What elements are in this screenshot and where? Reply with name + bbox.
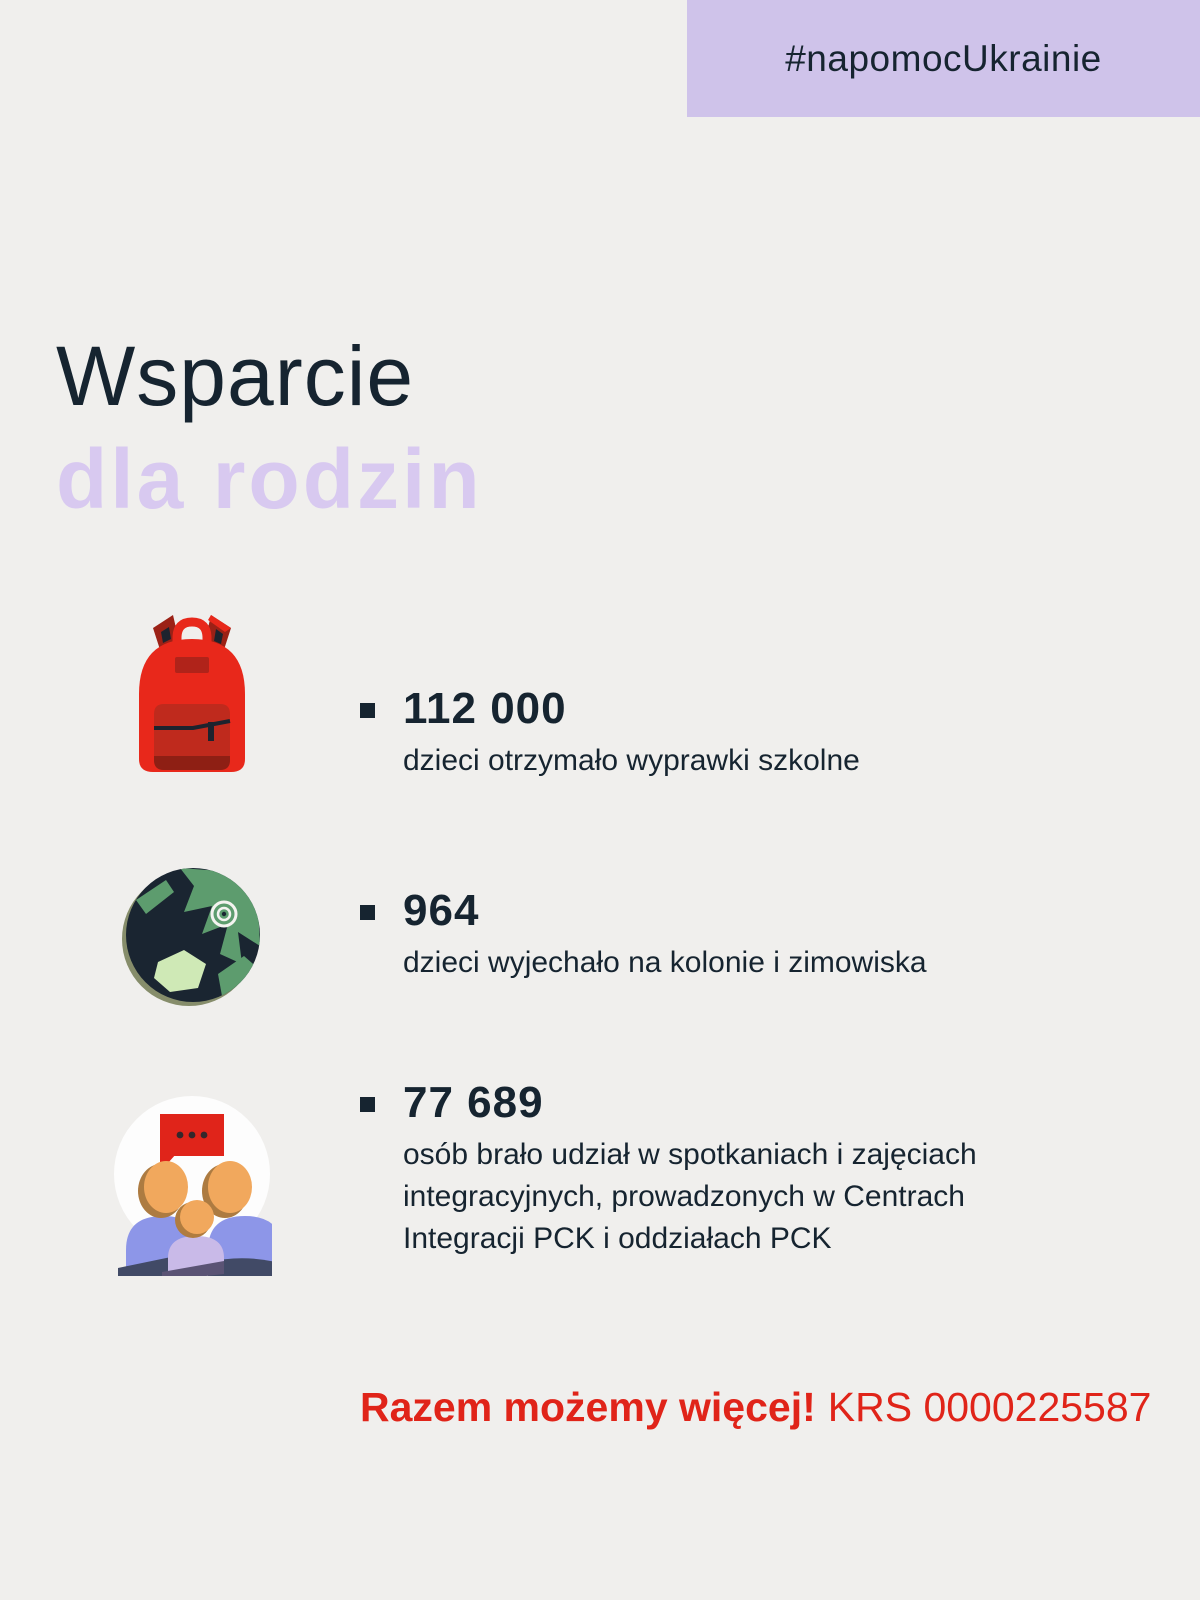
backpack-icon xyxy=(137,612,247,775)
stat-row-school-kits xyxy=(360,686,1060,782)
footer-slogan: Razem możemy więcej! xyxy=(360,1384,816,1430)
hashtag-banner xyxy=(687,0,1200,117)
family-chat-icon xyxy=(112,1086,272,1276)
stat-description: osób brało udział w spotkaniach i zajęciach integracyjnych, prowadzonych w Centrach Integracji PCK i oddziałach PCK xyxy=(403,1138,977,1256)
bullet-square-icon xyxy=(360,905,375,920)
stat-value: 112 000 xyxy=(403,684,567,733)
stat-value: 77 689 xyxy=(403,1078,544,1127)
footer-line xyxy=(360,1384,1151,1431)
bullet-square-icon xyxy=(360,703,375,718)
title-line-1: Wsparcie xyxy=(56,329,415,423)
page-title xyxy=(56,329,483,527)
globe-icon xyxy=(122,866,262,1008)
stat-row-integration xyxy=(360,1080,1060,1260)
stat-description: dzieci wyjechało na kolonie i zimowiska xyxy=(403,946,927,980)
bullet-square-icon xyxy=(360,1097,375,1112)
hashtag-text: #napomocUkrainie xyxy=(785,37,1102,79)
title-line-2: dla rodzin xyxy=(56,432,483,527)
stat-row-camps xyxy=(360,888,1060,984)
stat-description: dzieci otrzymało wyprawki szkolne xyxy=(403,744,860,778)
stat-value: 964 xyxy=(403,886,480,935)
footer-krs-number: KRS 0000225587 xyxy=(827,1384,1152,1430)
